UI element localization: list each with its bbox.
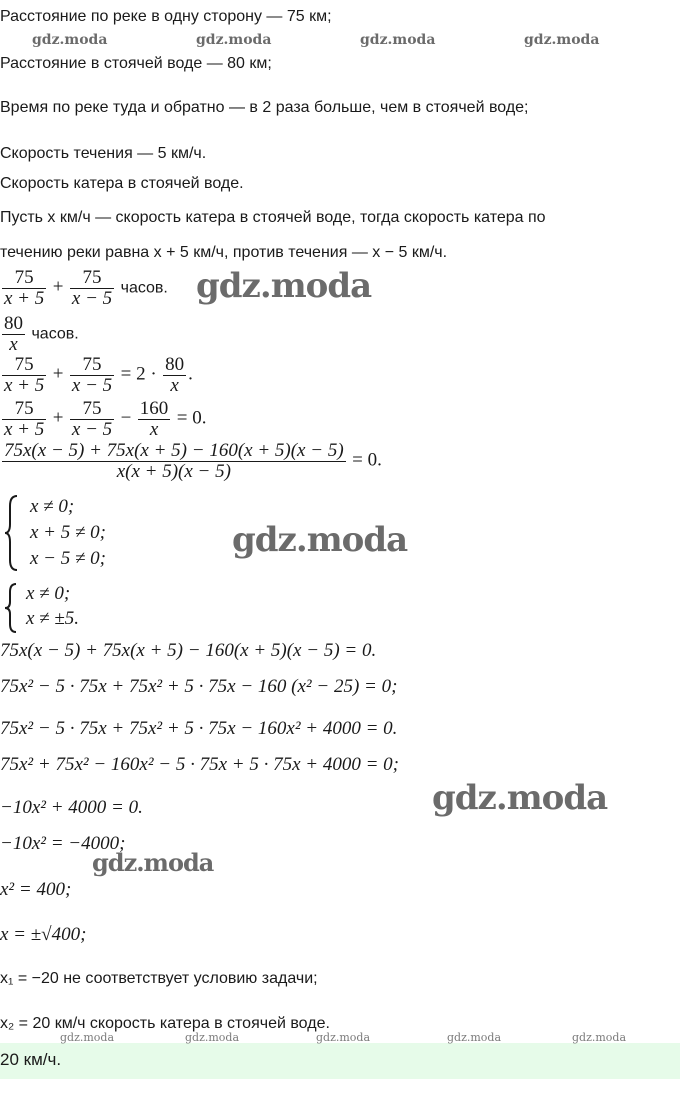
answer-box [0, 1043, 680, 1079]
equation-1: $\frac{75}{x + 5}$ + $\frac{75}{x - 5}$ = 2 · $\frac{80}{x}$ . [4, 354, 193, 396]
equation-2: $\frac{75}{x + 5}$ + $\frac{75}{x - 5}$ − $\frac{160}{x}$ = 0. [4, 398, 207, 440]
watermark-logo: gdz.moda [196, 32, 272, 48]
watermark-logo: gdz.moda [316, 1031, 371, 1044]
line-distance-river: Расстояние по реке в одну сторону — 75 км; [0, 8, 332, 25]
watermark-logo: gdz.moda [232, 520, 408, 560]
line-current-speed: Скорость течения — 5 км/ч. [0, 145, 207, 162]
line-question: Скорость катера в стоячей воде. [0, 175, 244, 192]
watermark-logo: gdz.moda [360, 32, 436, 48]
line-distance-still: Расстояние в стоячей воде — 80 км; [0, 55, 272, 72]
step-8: x = ±√400; [0, 924, 87, 945]
watermark-logo: gdz.moda [432, 778, 608, 818]
system-1-row-3: x − 5 ≠ 0; [30, 548, 107, 569]
system-1-row-2: x + 5 ≠ 0; [30, 522, 107, 543]
expr-time-river: $\frac{75}{x + 5}$ + $\frac{75}{x - 5}$ часов. [4, 267, 168, 309]
watermark-logo: gdz.moda [32, 32, 108, 48]
step-10: x₂ = 20 км/ч скорость катера в стоячей воде. [0, 1015, 330, 1032]
step-2: 75x² − 5 · 75x + 75x² + 5 · 75x − 160 (x² − 25) = 0; [0, 676, 398, 697]
system-brace-1 [3, 494, 21, 572]
watermark-logo: gdz.moda [524, 32, 600, 48]
system-1-row-1: x ≠ 0; [30, 496, 75, 517]
step-3: 75x² − 5 · 75x + 75x² + 5 · 75x − 160x² + 4000 = 0. [0, 718, 398, 739]
watermark-logo: gdz.moda [185, 1031, 240, 1044]
system-2-row-2: x ≠ ±5. [26, 608, 80, 629]
step-1: 75x(x − 5) + 75x(x + 5) − 160(x + 5)(x − 5) = 0. [0, 640, 377, 661]
line-speeds: течению реки равна x + 5 км/ч, против течения — x − 5 км/ч. [0, 244, 448, 261]
system-2-row-1: x ≠ 0; [26, 583, 71, 604]
step-7: x² = 400; [0, 879, 72, 900]
watermark-logo: gdz.moda [196, 266, 372, 306]
step-5: −10x² + 4000 = 0. [0, 797, 143, 818]
watermark-logo: gdz.moda [60, 1031, 115, 1044]
line-time-ratio: Время по реке туда и обратно — в 2 раза больше, чем в стоячей воде; [0, 99, 529, 116]
equation-combined: $\frac{75x(x - 5) + 75x(x + 5) - 160(x + 5)(x - 5)}{x(x + 5)(x - 5)}$ = 0. [4, 440, 382, 482]
watermark-logo: gdz.moda [572, 1031, 627, 1044]
watermark-logo: gdz.moda [92, 848, 214, 877]
step-4: 75x² + 75x² − 160x² − 5 · 75x + 5 · 75x + 4000 = 0; [0, 754, 400, 775]
system-brace-2 [3, 582, 19, 634]
watermark-logo: gdz.moda [447, 1031, 502, 1044]
step-9: x₁ = −20 не соответствует условию задачи; [0, 970, 318, 987]
step-6: −10x² = −4000; [0, 833, 126, 854]
line-let-x: Пусть x км/ч — скорость катера в стоячей воде, тогда скорость катера по [0, 209, 546, 226]
expr-time-still: $\frac{80}{x}$ часов. [4, 313, 79, 355]
answer-text: 20 км/ч. [0, 1050, 62, 1069]
